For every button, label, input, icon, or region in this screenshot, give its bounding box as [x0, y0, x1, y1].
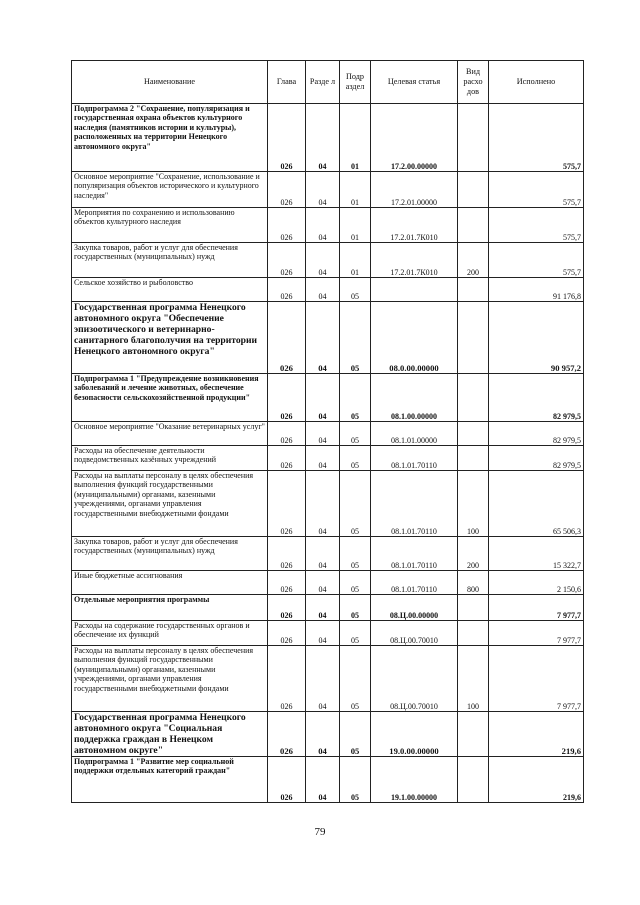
table-row [72, 646, 584, 712]
cell-chapter: 026 [268, 374, 306, 422]
cell-executed: 219,6 [489, 757, 584, 803]
cell-name: Государственная программа Ненецкого автономного округа "Обеспечение эпизоотического и ветеринарно-санитарного благополучия на территории Ненецкого автономного округа" [72, 302, 268, 374]
cell-target: 08.1.00.00000 [371, 374, 458, 422]
cell-executed: 7 977,7 [489, 595, 584, 621]
cell-target: 17.2.01.7К010 [371, 208, 458, 243]
cell-subsection: 05 [340, 537, 371, 571]
cell-subsection: 05 [340, 302, 371, 374]
cell-target: 08.Ц.00.00000 [371, 595, 458, 621]
cell-executed: 2 150,6 [489, 571, 584, 595]
cell-executed: 575,7 [489, 208, 584, 243]
cell-expense-type [458, 446, 489, 471]
table-row [72, 374, 584, 422]
cell-subsection: 05 [340, 595, 371, 621]
cell-section: 04 [306, 621, 340, 646]
table-row [72, 621, 584, 646]
cell-expense-type [458, 595, 489, 621]
cell-executed: 7 977,7 [489, 621, 584, 646]
cell-expense-type: 100 [458, 471, 489, 537]
cell-name: Основное мероприятие "Оказание ветеринарных услуг" [72, 422, 268, 446]
cell-subsection: 01 [340, 172, 371, 208]
cell-executed: 82 979,5 [489, 374, 584, 422]
cell-section: 04 [306, 757, 340, 803]
table-body [72, 104, 584, 803]
cell-chapter: 026 [268, 595, 306, 621]
cell-chapter: 026 [268, 571, 306, 595]
cell-executed: 82 979,5 [489, 446, 584, 471]
cell-name: Закупка товаров, работ и услуг для обеспечения государственных (муниципальных) нужд [72, 243, 268, 278]
header-row [72, 61, 584, 104]
cell-name: Расходы на содержание государственных органов и обеспечение их функций [72, 621, 268, 646]
cell-name: Подпрограмма 1 "Развитие мер социальной поддержки отдельных категорий граждан" [72, 757, 268, 803]
table-row [72, 471, 584, 537]
cell-section: 04 [306, 422, 340, 446]
cell-expense-type [458, 278, 489, 302]
cell-subsection: 05 [340, 646, 371, 712]
cell-section: 04 [306, 571, 340, 595]
cell-target: 08.1.01.70110 [371, 471, 458, 537]
cell-executed: 90 957,2 [489, 302, 584, 374]
cell-target: 08.Ц.00.70010 [371, 646, 458, 712]
cell-target: 08.Ц.00.70010 [371, 621, 458, 646]
cell-name: Основное мероприятие "Сохранение, использование и популяризация объектов исторического и культурного наследия" [72, 172, 268, 208]
cell-name: Расходы на выплаты персоналу в целях обеспечения выполнения функций государственными (муниципальными) органами, казенными учреждениями, органами управления государственными внебюджетными фондами [72, 471, 268, 537]
cell-name: Расходы на выплаты персоналу в целях обеспечения выполнения функций государственными (муниципальными) органами, казенными учреждениями, органами управления государственными внебюджетными фондами [72, 646, 268, 712]
cell-expense-type [458, 757, 489, 803]
cell-chapter: 026 [268, 278, 306, 302]
cell-expense-type [458, 374, 489, 422]
cell-section: 04 [306, 302, 340, 374]
cell-subsection: 05 [340, 571, 371, 595]
cell-subsection: 05 [340, 374, 371, 422]
cell-section: 04 [306, 243, 340, 278]
cell-subsection: 05 [340, 757, 371, 803]
cell-expense-type [458, 422, 489, 446]
cell-section: 04 [306, 537, 340, 571]
cell-section: 04 [306, 446, 340, 471]
table-row [72, 571, 584, 595]
table-row [72, 172, 584, 208]
header-executed: Исполнено [489, 61, 584, 104]
table-row [72, 208, 584, 243]
table-row [72, 757, 584, 803]
cell-chapter: 026 [268, 302, 306, 374]
cell-executed: 7 977,7 [489, 646, 584, 712]
cell-section: 04 [306, 595, 340, 621]
cell-target: 17.2.01.00000 [371, 172, 458, 208]
cell-subsection: 01 [340, 208, 371, 243]
table-row [72, 243, 584, 278]
cell-chapter: 026 [268, 104, 306, 172]
table-row [72, 302, 584, 374]
cell-chapter: 026 [268, 172, 306, 208]
cell-target: 19.0.00.00000 [371, 712, 458, 757]
cell-chapter: 026 [268, 446, 306, 471]
table-row [72, 712, 584, 757]
cell-section: 04 [306, 471, 340, 537]
table-row [72, 278, 584, 302]
cell-name: Отдельные мероприятия программы [72, 595, 268, 621]
cell-target [371, 278, 458, 302]
table-row [72, 537, 584, 571]
cell-section: 04 [306, 278, 340, 302]
table-row [72, 446, 584, 471]
cell-section: 04 [306, 374, 340, 422]
cell-executed: 82 979,5 [489, 422, 584, 446]
cell-chapter: 026 [268, 537, 306, 571]
header-target: Целевая статья [371, 61, 458, 104]
cell-target: 08.0.00.00000 [371, 302, 458, 374]
cell-expense-type [458, 621, 489, 646]
cell-subsection: 05 [340, 471, 371, 537]
cell-subsection: 05 [340, 712, 371, 757]
cell-expense-type: 200 [458, 243, 489, 278]
cell-executed: 575,7 [489, 104, 584, 172]
header-name: Наименование [72, 61, 268, 104]
page-number: 79 [314, 826, 326, 838]
cell-name: Государственная программа Ненецкого автономного округа "Социальная поддержка граждан в Ненецком автономном округе" [72, 712, 268, 757]
cell-name: Закупка товаров, работ и услуг для обеспечения государственных (муниципальных) нужд [72, 537, 268, 571]
cell-expense-type: 200 [458, 537, 489, 571]
header-section: Разде л [306, 61, 340, 104]
cell-section: 04 [306, 104, 340, 172]
cell-expense-type [458, 712, 489, 757]
cell-section: 04 [306, 208, 340, 243]
cell-expense-type [458, 302, 489, 374]
cell-executed: 91 176,8 [489, 278, 584, 302]
cell-target: 19.1.00.00000 [371, 757, 458, 803]
cell-section: 04 [306, 712, 340, 757]
cell-target: 08.1.01.70110 [371, 446, 458, 471]
cell-subsection: 01 [340, 243, 371, 278]
cell-target: 08.1.01.00000 [371, 422, 458, 446]
cell-subsection: 01 [340, 104, 371, 172]
cell-expense-type: 800 [458, 571, 489, 595]
cell-name: Мероприятия по сохранению и использованию объектов культурного наследия [72, 208, 268, 243]
cell-expense-type [458, 172, 489, 208]
header-expense-type: Вид расхо дов [458, 61, 489, 104]
cell-chapter: 026 [268, 621, 306, 646]
cell-section: 04 [306, 646, 340, 712]
cell-chapter: 026 [268, 243, 306, 278]
table-row [72, 422, 584, 446]
cell-executed: 575,7 [489, 243, 584, 278]
budget-execution-table [71, 60, 584, 803]
cell-name: Подпрограмма 2 "Сохранение, популяризация и государственная охрана объектов культурного наследия (памятников истории и культуры), расположенных на территории Ненецкого автономного округа" [72, 104, 268, 172]
cell-expense-type [458, 104, 489, 172]
cell-subsection: 05 [340, 278, 371, 302]
cell-chapter: 026 [268, 646, 306, 712]
cell-name: Подпрограмма 1 "Предупреждение возникновения заболеваний и лечение животных, обеспечение безопасности сельскохозяйственной продукции" [72, 374, 268, 422]
cell-name: Расходы на обеспечение деятельности подведомственных казённых учреждений [72, 446, 268, 471]
cell-chapter: 026 [268, 422, 306, 446]
cell-executed: 15 322,7 [489, 537, 584, 571]
cell-section: 04 [306, 172, 340, 208]
cell-target: 08.1.01.70110 [371, 571, 458, 595]
cell-chapter: 026 [268, 208, 306, 243]
cell-executed: 575,7 [489, 172, 584, 208]
cell-subsection: 05 [340, 446, 371, 471]
cell-expense-type [458, 208, 489, 243]
cell-chapter: 026 [268, 757, 306, 803]
header-chapter: Глава [268, 61, 306, 104]
cell-chapter: 026 [268, 712, 306, 757]
cell-executed: 65 506,3 [489, 471, 584, 537]
cell-subsection: 05 [340, 621, 371, 646]
table-row [72, 595, 584, 621]
cell-chapter: 026 [268, 471, 306, 537]
header-subsection: Подр аздел [340, 61, 371, 104]
cell-subsection: 05 [340, 422, 371, 446]
cell-name: Сельское хозяйство и рыболовство [72, 278, 268, 302]
table-row [72, 104, 584, 172]
cell-target: 08.1.01.70110 [371, 537, 458, 571]
cell-target: 17.2.01.7К010 [371, 243, 458, 278]
cell-expense-type: 100 [458, 646, 489, 712]
cell-target: 17.2.00.00000 [371, 104, 458, 172]
cell-name: Иные бюджетные ассигнования [72, 571, 268, 595]
cell-executed: 219,6 [489, 712, 584, 757]
